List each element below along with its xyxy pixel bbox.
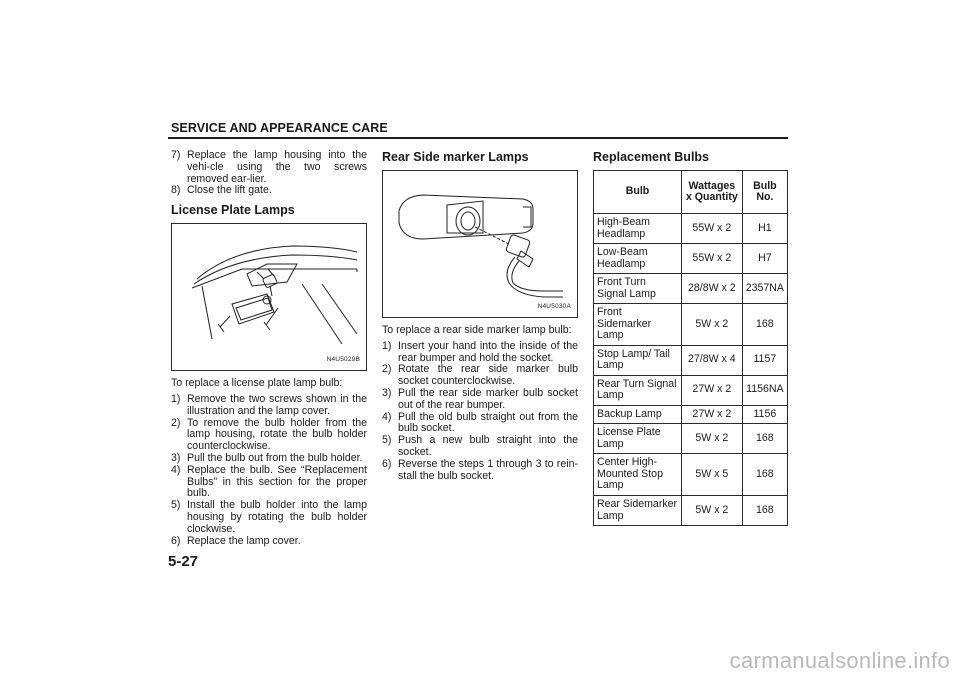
table-row [594, 304, 788, 346]
steps-top-list [171, 150, 367, 197]
column-rear-side-marker [382, 150, 578, 482]
rear-side-marker-heading: Rear Side marker Lamps [382, 150, 529, 164]
table-cell: 27/8W x 4 [682, 345, 743, 375]
table-cell: 168 [742, 304, 787, 346]
table-cell: License Plate Lamp [594, 424, 682, 454]
table-row [594, 274, 788, 304]
table-cell: Rear Sidemarker Lamp [594, 496, 682, 526]
list-item: 5) Push a new bulb straight into the socket. [382, 434, 578, 458]
table-cell: Rear Turn Signal Lamp [594, 375, 682, 405]
license-plate-heading: License Plate Lamps [171, 203, 295, 218]
table-cell: 1156NA [742, 375, 787, 405]
table-cell: 5W x 5 [682, 454, 743, 496]
table-cell: 28/8W x 2 [682, 274, 743, 304]
figure-label: N4U5029B [326, 356, 360, 364]
table-cell: Center High-Mounted Stop Lamp [594, 454, 682, 496]
rear-side-marker-figure [382, 170, 578, 318]
license-plate-intro: To replace a license plate lamp bulb: [171, 377, 343, 390]
table-header-row [594, 171, 788, 214]
table-row [594, 244, 788, 274]
page-header-title: SERVICE AND APPEARANCE CARE [171, 121, 388, 135]
column-replacement-bulbs [593, 150, 789, 526]
page-number: 5-27 [168, 553, 199, 570]
replacement-bulbs-table [593, 170, 788, 526]
table-cell: 2357NA [742, 274, 787, 304]
list-item: 2) To remove the bulb holder from the lamp housing, rotate the bulb holder counterclockwise. [171, 416, 367, 453]
table-cell: Low-Beam Headlamp [594, 244, 682, 274]
list-item: 3) Pull the rear side marker bulb socket out of the rear bumper. [382, 386, 578, 411]
table-cell: 1156 [742, 405, 787, 424]
table-header: Bulb [594, 171, 682, 214]
table-cell: 1157 [742, 345, 787, 375]
list-item: 7) Replace the lamp housing into the vehi-cle using the two screws removed ear-lier. [171, 149, 367, 185]
figure-label: N4U5030A [537, 303, 571, 311]
table-cell: 55W x 2 [682, 214, 743, 244]
table-row [594, 454, 788, 496]
table-cell: 168 [742, 454, 787, 496]
rear-side-marker-illustration [383, 171, 577, 317]
table-row [594, 214, 788, 244]
table-cell: 168 [742, 424, 787, 454]
table-row [594, 496, 788, 526]
header-rule [168, 137, 788, 139]
license-plate-figure [171, 223, 367, 371]
list-item: 2) Rotate the rear side marker bulb socket counterclockwise. [382, 363, 578, 388]
table-cell: 5W x 2 [682, 424, 743, 454]
list-item: 8) Close the lift gate. [171, 184, 272, 197]
table-cell: 55W x 2 [682, 244, 743, 274]
license-plate-illustration [172, 224, 366, 370]
list-item: 4) Pull the old bulb straight out from the bulb socket. [382, 410, 578, 435]
table-cell: Stop Lamp/ Tail Lamp [594, 345, 682, 375]
table-cell: Backup Lamp [594, 405, 682, 424]
list-item: 3) Pull the bulb out from the bulb holder. [171, 451, 363, 464]
list-item: 1) Remove the two screws shown in the illustration and the lamp cover. [171, 392, 367, 417]
table-cell: Front Turn Signal Lamp [594, 274, 682, 304]
table-cell: 27W x 2 [682, 405, 743, 424]
table-cell: 5W x 2 [682, 304, 743, 346]
table-row [594, 345, 788, 375]
table-cell: High-Beam Headlamp [594, 214, 682, 244]
table-cell: 5W x 2 [682, 496, 743, 526]
table-cell: H1 [742, 214, 787, 244]
column-license-plate [171, 150, 367, 547]
rear-side-marker-intro: To replace a rear side marker lamp bulb: [382, 324, 572, 336]
table-cell: H7 [742, 244, 787, 274]
table-row [594, 405, 788, 424]
license-plate-steps [171, 394, 367, 547]
table-body [594, 214, 788, 526]
table-header: Bulb No. [742, 171, 787, 214]
list-item: 6) Replace the lamp cover. [171, 534, 301, 547]
table-header: Wattages x Quantity [682, 171, 743, 214]
list-item: 6) Reverse the steps 1 through 3 to rein-stall the bulb socket. [382, 457, 578, 482]
table-cell: 27W x 2 [682, 375, 743, 405]
replacement-bulbs-heading: Replacement Bulbs [593, 150, 710, 164]
list-item: 1) Insert your hand into the inside of the rear bumper and hold the socket. [382, 339, 578, 364]
table-cell: 168 [742, 496, 787, 526]
table-cell: Front Sidemarker Lamp [594, 304, 682, 346]
table-row [594, 375, 788, 405]
list-item: 5) Install the bulb holder into the lamp housing by rotating the bulb holder clockwise. [171, 499, 367, 535]
list-item: 4) Replace the bulb. See “Replacement Bulbs” in this section for the proper bulb. [171, 463, 367, 500]
table-row [594, 424, 788, 454]
watermark: carmanualsonline.info [729, 648, 950, 673]
rear-side-marker-steps [382, 341, 578, 483]
